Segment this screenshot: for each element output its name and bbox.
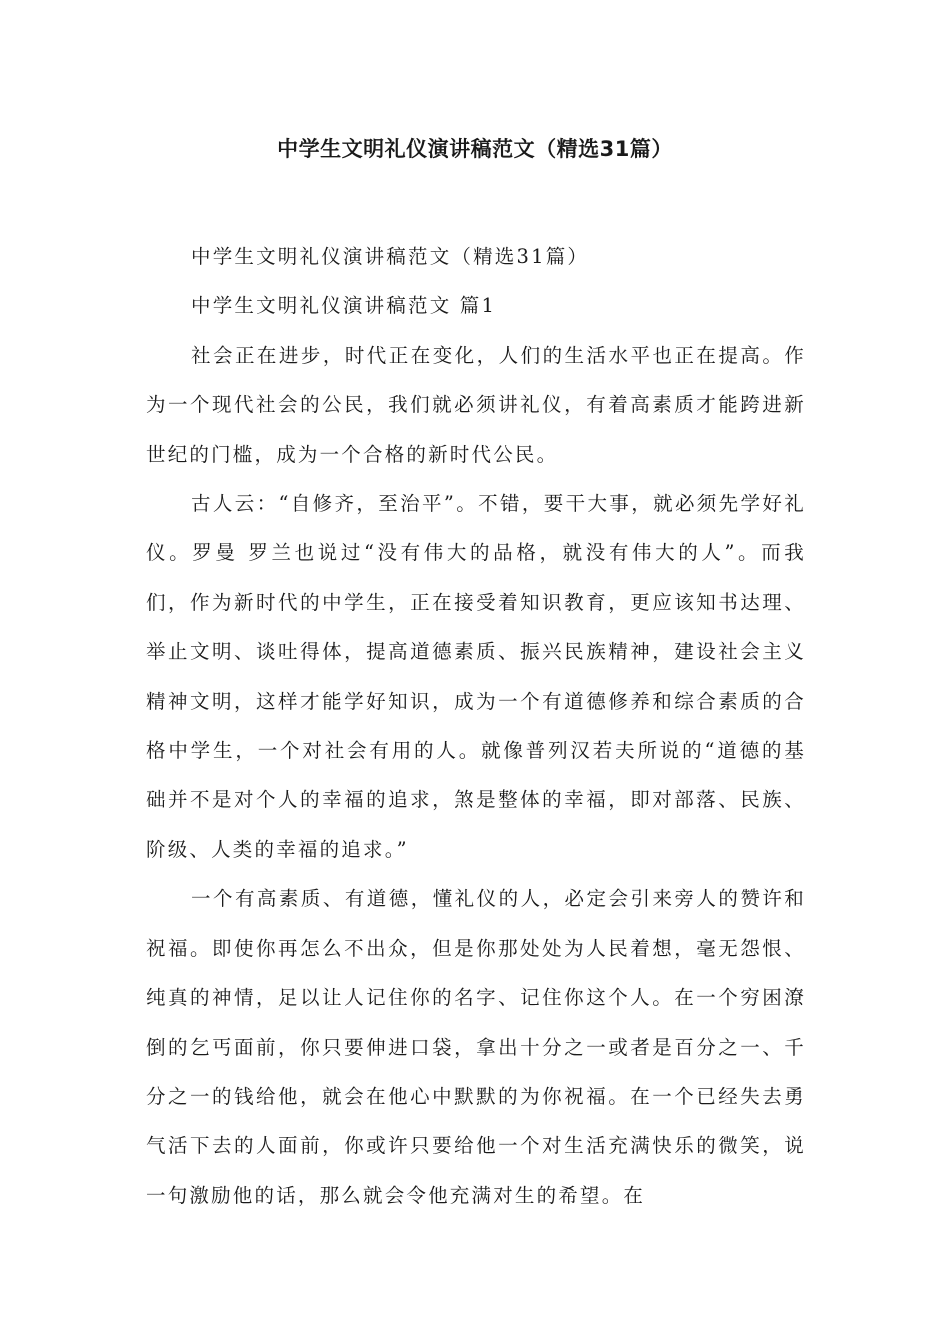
paragraph: 一个有高素质、有道德，懂礼仪的人，必定会引来旁人的赞许和祝福。即使你再怎么不出众，但是你那处处为人民着想，毫无怨恨、纯真的神情，足以让人记住你的名字、记住你这个人。在一个穷困潦倒的乞丐面前，你只要伸进口袋，拿出十分之一或者是百分之一、千分之一的钱给他，就会在他心中默默的为你祝福。在一个已经失去勇气活下去的人面前，你或许只要给他一个对生活充满快乐的微笑，说一句激励他的话，那么就会令他充满对生的希望。在 (146, 887, 806, 1207)
paragraph-section-heading: 中学生文明礼仪演讲稿范文 篇1 (191, 294, 497, 318)
document-body (146, 232, 806, 1220)
paragraph: 古人云：“自修齐，至治平”。不错，要干大事，就必须先学好礼仪。罗曼 罗兰也说过“没有伟大的品格，就没有伟大的人”。而我们，作为新时代的中学生，正在接受着知识教育，更应该知书达理、举止文明、谈吐得体，提高道德素质、振兴民族精神，建设社会主义精神文明，这样才能学好知识，成为一个有道德修养和综合素质的合格中学生，一个对社会有用的人。就像普列汉若夫所说的“道德的基础并不是对个人的幸福的追求，煞是整体的幸福，即对部落、民族、阶级、人类的幸福的追求。” (146, 492, 806, 861)
document-title: 中学生文明礼仪演讲稿范文（精选31篇） (277, 137, 673, 161)
paragraph-subtitle: 中学生文明礼仪演讲稿范文（精选31篇） (191, 245, 590, 268)
paragraph: 社会正在进步，时代正在变化，人们的生活水平也正在提高。作为一个现代社会的公民，我们就必须讲礼仪，有着高素质才能跨进新世纪的门槛，成为一个合格的新时代公民。 (146, 343, 806, 466)
